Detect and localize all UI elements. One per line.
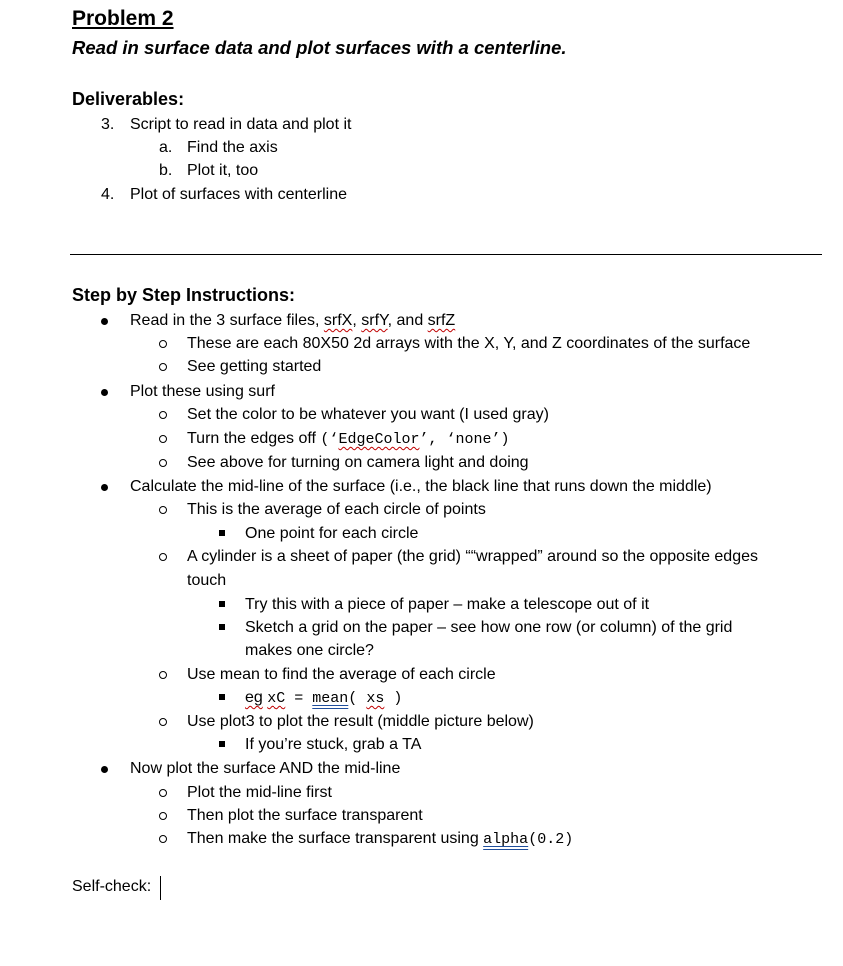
- bullet-circle: [159, 553, 167, 561]
- bullet-circle: [159, 835, 167, 843]
- step-calc-sub-cont: touch: [187, 572, 227, 589]
- bullet-circle: [159, 718, 167, 726]
- step-plot-sub: Set the color to be whatever you want (I used gray): [187, 406, 549, 423]
- self-check-label: Self-check:: [72, 878, 152, 895]
- step-read-sub: See getting started: [187, 358, 322, 375]
- bullet-circle: [159, 363, 167, 371]
- bullet-dot: [101, 318, 108, 325]
- step-calc-sub: Use mean to find the average of each circle: [187, 666, 496, 683]
- text-cursor[interactable]: [160, 876, 161, 900]
- step-calc-sub: Use plot3 to plot the result (middle picture below): [187, 713, 534, 730]
- step-calc-subsub: If you’re stuck, grab a TA: [245, 736, 422, 753]
- step-read-sub: These are each 80X50 2d arrays with the X, Y, and Z coordinates of the surface: [187, 335, 751, 352]
- step-calc-subsub-cont: makes one circle?: [245, 642, 374, 659]
- step-plot-sub: Turn the edges off (‘EdgeColor’, ‘none’): [187, 430, 510, 448]
- step-calc-code-example: eg xC = mean( xs ): [245, 689, 403, 707]
- file-name-srfx: srfX: [323, 312, 353, 329]
- bullet-square: [219, 741, 225, 747]
- bullet-circle: [159, 789, 167, 797]
- bullet-circle: [159, 459, 167, 467]
- page-title: Problem 2: [72, 7, 174, 30]
- bullet-circle: [159, 411, 167, 419]
- file-name-srfy: srfY: [361, 312, 388, 329]
- step-final-sub: Plot the mid-line first: [187, 784, 332, 801]
- bullet-dot: [101, 766, 108, 773]
- step-calc-subsub: One point for each circle: [245, 525, 419, 542]
- code-edgecolor: EdgeColor: [338, 431, 420, 448]
- bullet-square: [219, 694, 225, 700]
- deliverable-text: Script to read in data and plot it: [130, 116, 352, 133]
- bullet-circle: [159, 812, 167, 820]
- step-plot-sub: See above for turning on camera light and doing: [187, 454, 529, 471]
- steps-heading: Step by Step Instructions:: [72, 285, 296, 305]
- bullet-circle: [159, 671, 167, 679]
- page-subtitle: Read in surface data and plot surfaces with a centerline.: [72, 37, 567, 58]
- bullet-circle: [159, 340, 167, 348]
- deliverable-sub-letter: a.: [159, 139, 173, 156]
- step-plot-text: Plot these using surf: [130, 383, 275, 400]
- deliverable-sub-letter: b.: [159, 162, 173, 179]
- code-alpha: alpha: [483, 831, 529, 848]
- step-final-sub: Then plot the surface transparent: [187, 807, 423, 824]
- bullet-dot: [101, 484, 108, 491]
- code-none: none: [455, 431, 492, 448]
- deliverable-number: 4.: [101, 186, 115, 203]
- file-name-srfz: srfZ: [427, 312, 456, 329]
- step-calc-subsub: Try this with a piece of paper – make a telescope out of it: [245, 596, 650, 613]
- deliverable-sub-text: Plot it, too: [187, 162, 259, 179]
- step-calc-sub: This is the average of each circle of points: [187, 501, 486, 518]
- step-read-text: Read in the 3 surface files, srfX, srfY, and srfZ: [130, 312, 456, 329]
- deliverable-sub-text: Find the axis: [187, 139, 278, 156]
- deliverable-number: 3.: [101, 116, 115, 133]
- bullet-square: [219, 601, 225, 607]
- step-calc-sub: A cylinder is a sheet of paper (the grid) ““wrapped” around so the opposite edges: [187, 548, 758, 565]
- deliverables-heading: Deliverables:: [72, 89, 185, 109]
- bullet-dot: [101, 389, 108, 396]
- deliverable-text: Plot of surfaces with centerline: [130, 186, 347, 203]
- bullet-square: [219, 530, 225, 536]
- bullet-circle: [159, 435, 167, 443]
- bullet-circle: [159, 506, 167, 514]
- bullet-square: [219, 624, 225, 630]
- step-calc-subsub: Sketch a grid on the paper – see how one row (or column) of the grid: [245, 619, 733, 636]
- step-final-sub: Then make the surface transparent using alpha(0.2): [187, 830, 574, 848]
- step-calc-text: Calculate the mid-line of the surface (i.e., the black line that runs down the middle): [130, 478, 712, 495]
- section-divider: [70, 254, 822, 255]
- step-final-text: Now plot the surface AND the mid-line: [130, 760, 401, 777]
